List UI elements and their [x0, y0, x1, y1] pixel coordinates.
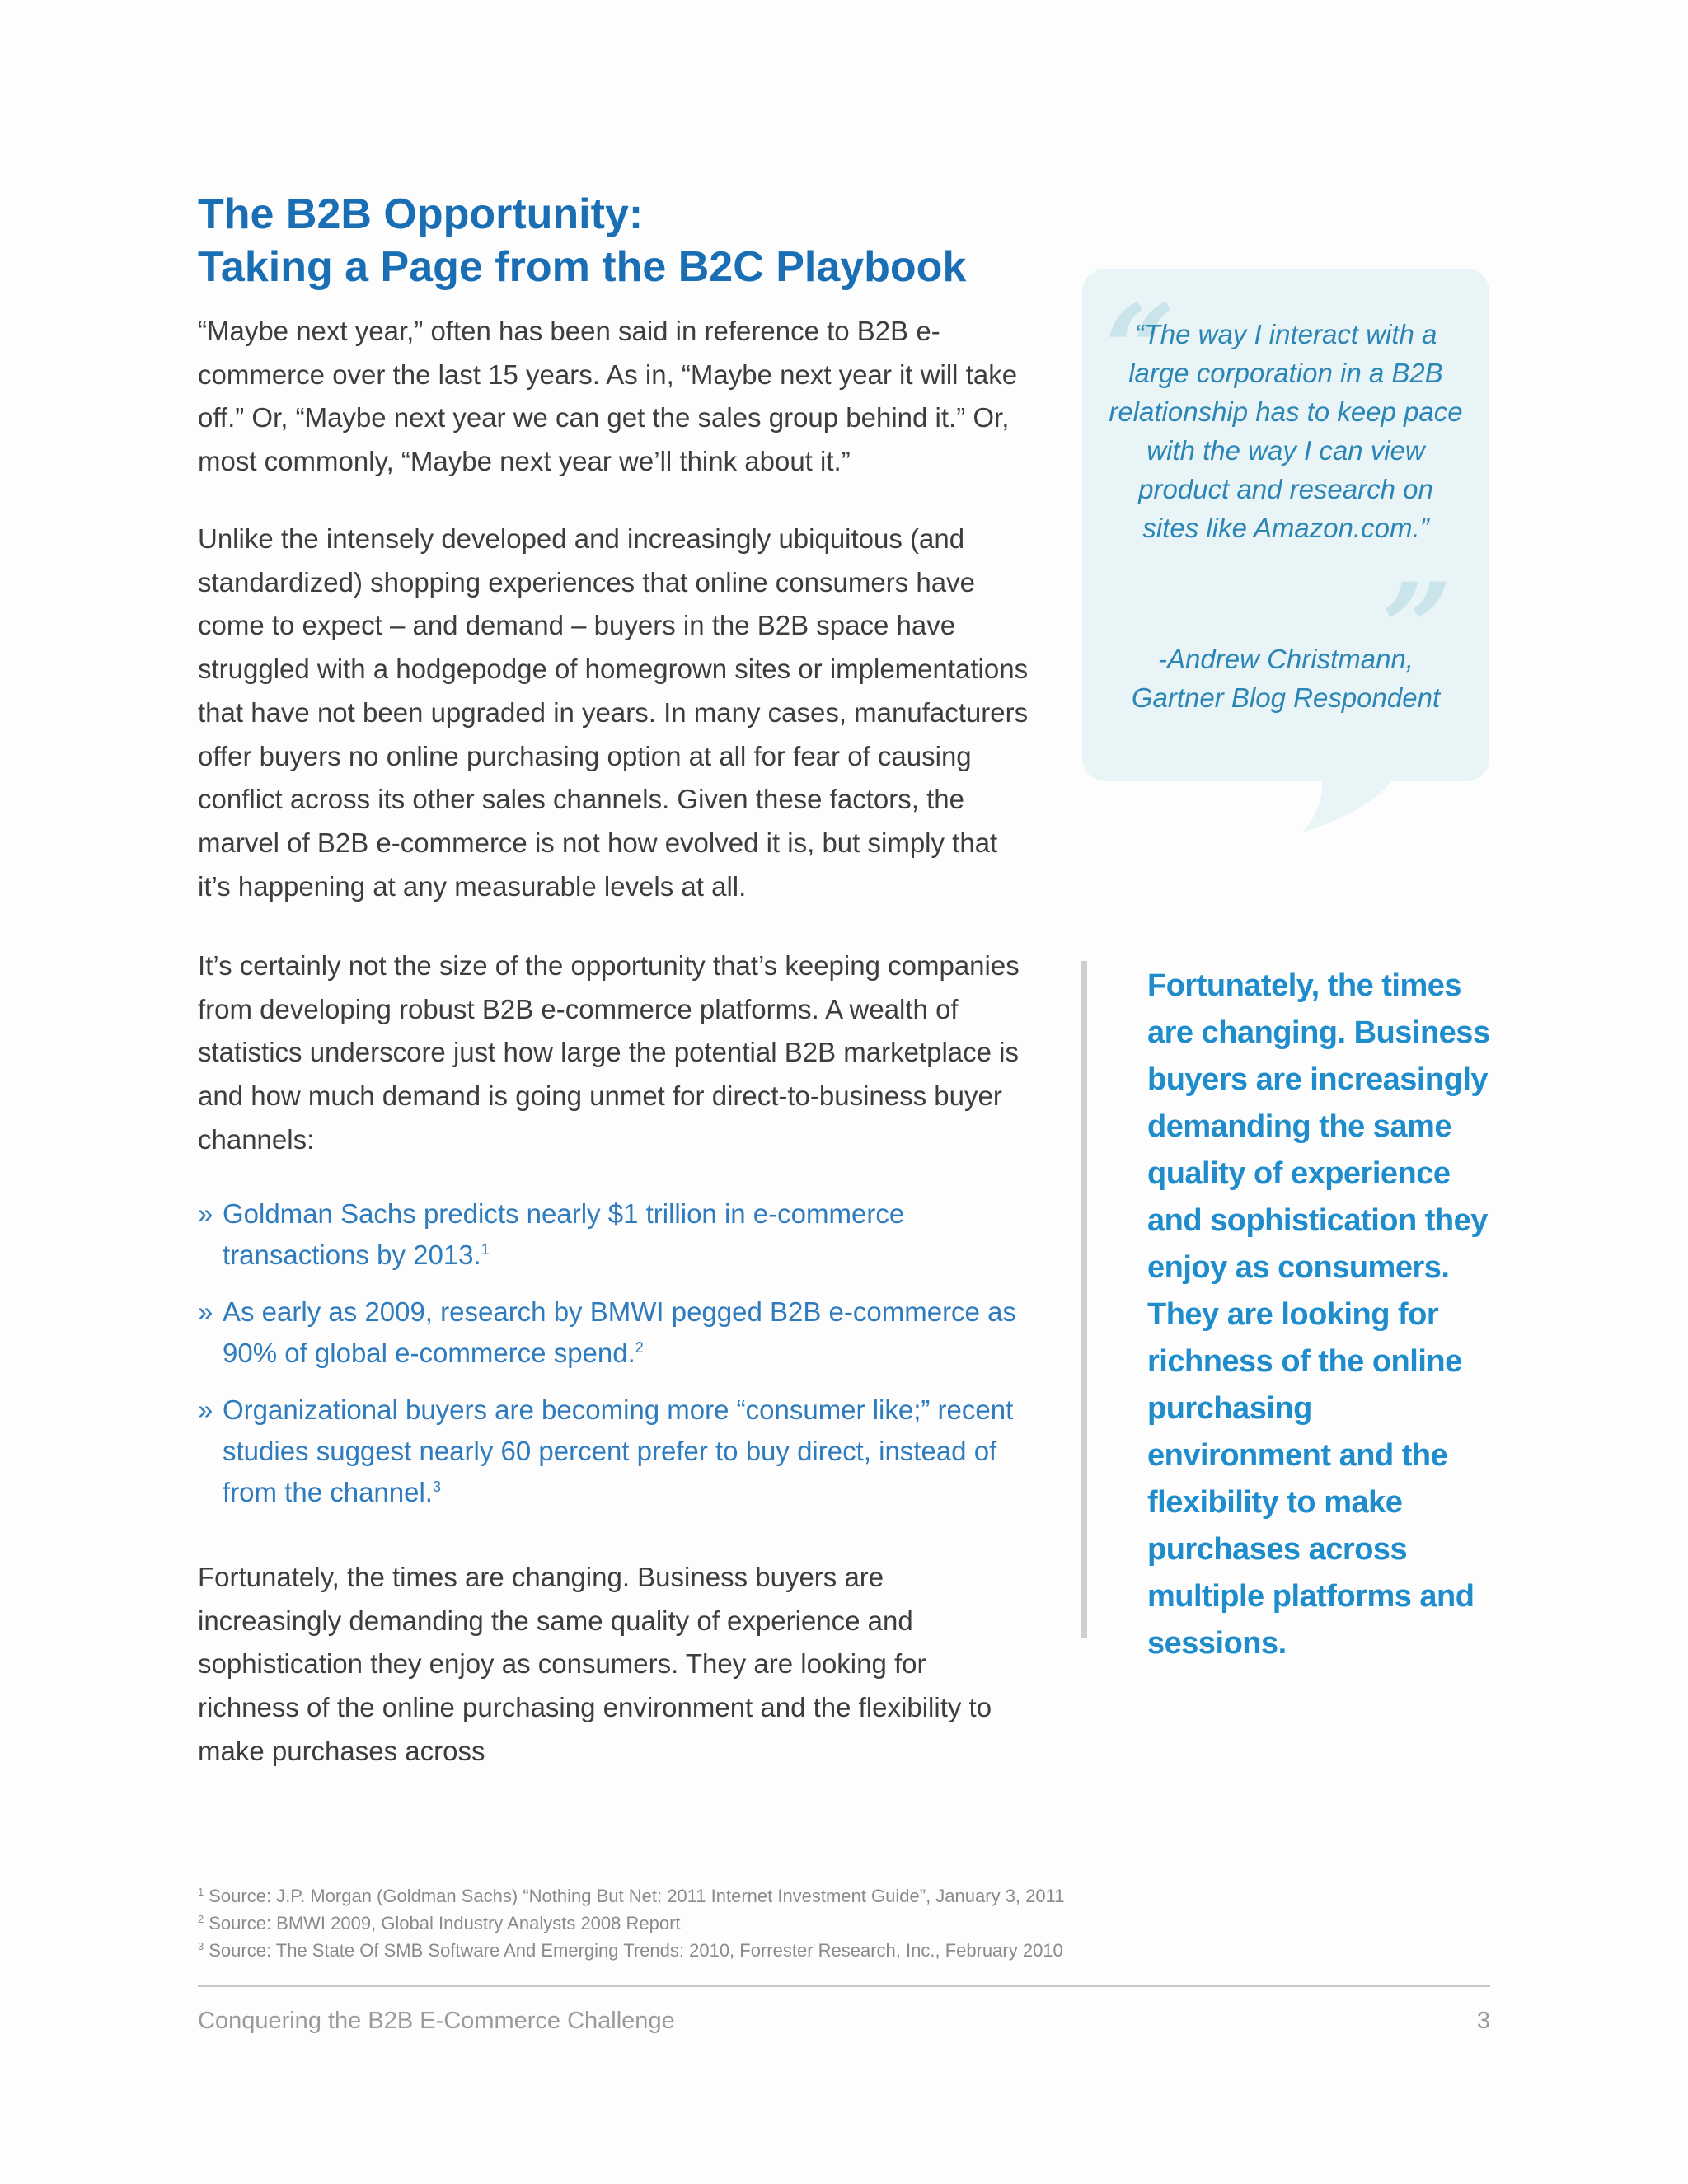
bullet-marker: » [198, 1394, 213, 1425]
footnote-ref: 1 [481, 1241, 490, 1258]
footnote-ref: 2 [635, 1339, 644, 1356]
footnote-text: Source: J.P. Morgan (Goldman Sachs) “Nothing But Net: 2011 Internet Investment Guide”, January 3, 2011 [209, 1886, 1065, 1906]
list-item [198, 1193, 1039, 1276]
bullet-marker: » [198, 1198, 213, 1229]
paragraph-1 [198, 310, 1030, 484]
footnote-text: Source: BMWI 2009, Global Industry Analysts 2008 Report [209, 1913, 681, 1933]
footnote-number: 2 [198, 1912, 204, 1925]
open-quote-mark-icon: “ [1104, 278, 1176, 423]
page-title-line-2: Taking a Page from the B2C Playbook [198, 243, 967, 291]
quote-bubble-tail [1286, 758, 1409, 832]
paragraph-3-text: It’s certainly not the size of the opportunity that’s keeping companies from developing robust B2B e-commerce platforms. A wealth of statistics underscore just how large the potential B2B marketplace is and how much demand is going unmet for direct-to-business buyer channels: [198, 950, 1020, 1155]
footnote [198, 1882, 1146, 1910]
list-item [198, 1291, 1039, 1374]
footer-divider [198, 1985, 1490, 1987]
quote-attribution-name: -Andrew Christmann, [1158, 644, 1414, 674]
paragraph-4-text: Fortunately, the times are changing. Business buyers are increasingly demanding the same quality of experience and sophistication they enjoy as consumers. They are looking for richness of the online purchasing environment and the flexibility to make purchases across [198, 1562, 992, 1766]
footnote-text: Source: The State Of SMB Software And Emerging Trends: 2010, Forrester Research, Inc., February 2010 [209, 1940, 1063, 1961]
bullet-marker: » [198, 1296, 213, 1327]
quote-attribution [1107, 640, 1465, 717]
page-number: 3 [1476, 2008, 1490, 2034]
list-item [198, 1390, 1039, 1513]
paragraph-2 [198, 518, 1030, 908]
pull-quote: Fortunately, the times are changing. Business buyers are increasingly demanding the same quality of experience and sophistication they enjoy as consumers. They are looking for richness of the online purchasing environment and the flexibility to make purchases across multiple platforms and sessions. [1147, 968, 1490, 1661]
list-item-text: Organizational buyers are becoming more “consumer like;” recent studies suggest nearly 60 percent prefer to buy direct, instead of from the channel. [223, 1394, 1014, 1507]
footnote [198, 1937, 1146, 1964]
list-item-text: Goldman Sachs predicts nearly $1 trillion in e-commerce transactions by 2013. [223, 1198, 905, 1270]
statistics-list [198, 1193, 1039, 1529]
paragraph-4 [198, 1556, 1030, 1774]
footnotes [198, 1882, 1146, 1964]
paragraph-1-text: “Maybe next year,” often has been said in reference to B2B e-commerce over the last 15 years. As in, “Maybe next year it will take off.” Or, “Maybe next year we can get the sales group behind it.” Or, most commonly, “Maybe next year we’ll think about it.” [198, 316, 1018, 477]
footnote-ref: 3 [432, 1479, 441, 1495]
paragraph-2-text: Unlike the intensely developed and increasingly ubiquitous (and standardized) shopping experiences that online consumers have come to expect – and demand – buyers in the B2B space have struggled with a hodgepodge of homegrown sites or implementations that have not been upgraded in years. In many cases, manufacturers offer buyers no online purchasing option at all for fear of causing conflict across its other sales channels. Given these factors, the marvel of B2B e-commerce is not how evolved it is, but simply that it’s happening at any measurable levels at all. [198, 523, 1029, 902]
page-title-line-1: The B2B Opportunity: [198, 190, 644, 238]
footer-title: Conquering the B2B E-Commerce Challenge [198, 2008, 675, 2034]
close-quote-mark-icon: ” [1381, 556, 1453, 701]
footnote-number: 1 [198, 1885, 204, 1898]
footnote-number: 3 [198, 1939, 204, 1952]
quote-attribution-role: Gartner Blog Respondent [1131, 682, 1441, 713]
list-item-text: As early as 2009, research by BMWI pegged B2B e-commerce as 90% of global e-commerce spend. [223, 1296, 1016, 1368]
pull-quote-bar [1081, 961, 1087, 1638]
quote-text: “The way I interact with a large corporation in a B2B relationship has to keep pace with the way I can view product and research on sites like Amazon.com.” [1109, 319, 1463, 543]
page-title [198, 188, 1039, 293]
footnote [198, 1910, 1146, 1937]
paragraph-3 [198, 944, 1030, 1162]
